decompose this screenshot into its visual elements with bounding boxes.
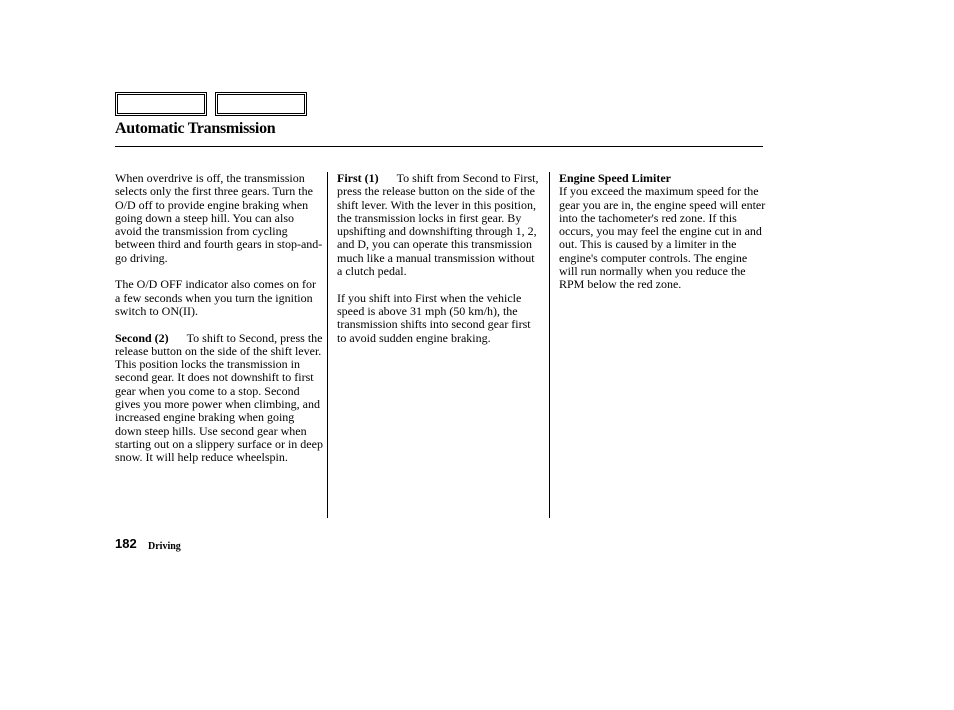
first-gear-paragraph <box>337 172 542 278</box>
engine-speed-limiter-heading: Engine Speed Limiter <box>559 171 672 185</box>
engine-speed-limiter-body: If you exceed the maximum speed for the gear you are in, the engine speed will enter into the tachometer's red zone. If this occurs, you may feel the engine cut in and out. This is caused by a limiter in the engine's computer controls. The engine will run normally when you reduce the RPM below the red zone. <box>559 184 766 292</box>
header-tab-box-1 <box>115 92 207 116</box>
column-3 <box>559 172 767 305</box>
title-rule <box>115 146 763 147</box>
second-gear-paragraph <box>115 332 323 465</box>
section-name: Driving <box>148 541 181 552</box>
column-divider-2 <box>549 172 550 518</box>
header-tab-box-2 <box>215 92 307 116</box>
first-gear-body: To shift from Second to First, press the release button on the side of the shift lever. With the lever in this position, the transmission locks in first gear. By upshifting and downshifting through 1, 2, and D, you can operate this transmission much like a manual transmission without a clutch pedal. <box>337 171 539 279</box>
second-gear-heading: Second (2) <box>115 330 169 345</box>
first-gear-speed-paragraph: If you shift into First when the vehicle speed is above 31 mph (50 km/h), the transmission shifts into second gear first to avoid sudden engine braking. <box>337 290 531 345</box>
od-indicator-paragraph: The O/D OFF indicator also comes on for a few seconds when you turn the ignition switch to ON(II). <box>115 277 316 318</box>
first-gear-heading: First (1) <box>337 171 379 185</box>
page-number: 182 <box>115 536 137 551</box>
column-1 <box>115 172 323 478</box>
second-gear-body: To shift to Second, press the release button on the side of the shift lever. This position locks the transmission in second gear. It does not downshift to first gear when you come to a stop. Second gives you more power when climbing, and increased engine braking when going down steep hills. Use second gear when starting out on a slippery surface or in deep snow. It will help reduce wheelspin. <box>115 330 323 465</box>
overdrive-paragraph: When overdrive is off, the transmission selects only the first three gears. Turn the O/D off to provide engine braking when going down a steep hill. You can also avoid the transmission from cycling between third and fourth gears in stop-and-go driving. <box>115 171 323 265</box>
column-divider-1 <box>327 172 328 518</box>
column-2 <box>337 172 542 358</box>
page-title: Automatic Transmission <box>115 120 276 137</box>
